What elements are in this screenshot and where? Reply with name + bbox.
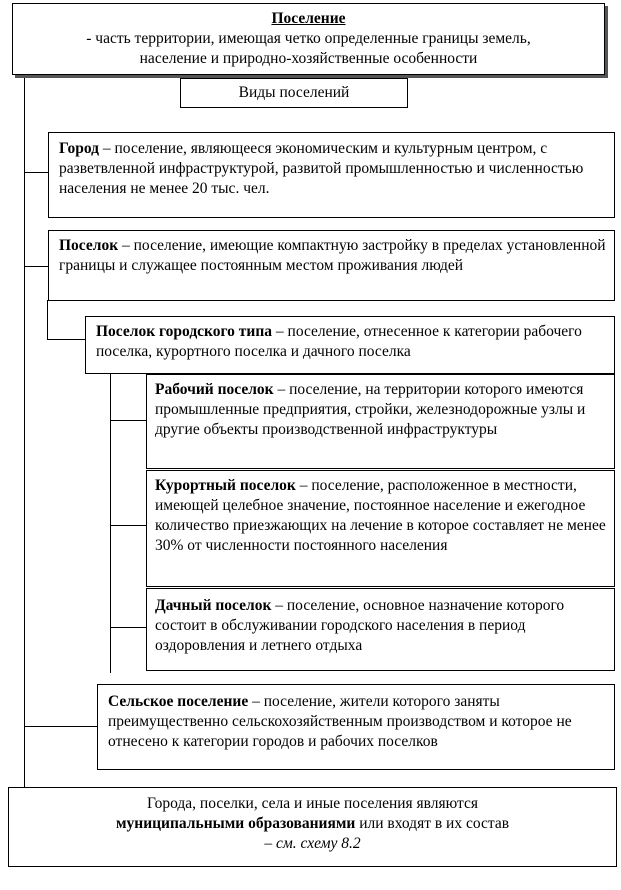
settlement-title: Поселение	[271, 10, 346, 27]
municipal-note-line2	[9, 814, 616, 834]
municipal-bold: муниципальными образованиями	[115, 815, 356, 832]
worker-settlement-box	[146, 374, 615, 469]
resort-definition: – поселение, расположенное в местности, имеющей целебное значение, постоянное население и ежегодное количество приезжающих на лечение в которое составляет не менее 30% от численности постоянного населения	[155, 477, 606, 554]
urban-type-box	[85, 316, 615, 374]
municipal-rest: или входят в их состав	[355, 815, 510, 832]
main-trunk-line	[24, 75, 25, 787]
settlement-definition-line1: - часть территории, имеющая четко определенные границы земель,	[86, 30, 531, 47]
connector-settlement	[24, 266, 48, 267]
settlement-types-label: Виды поселений	[180, 78, 408, 108]
municipal-note-box	[8, 787, 617, 867]
city-box	[48, 132, 615, 218]
connector-rural	[24, 726, 97, 727]
city-term: Город	[59, 140, 100, 157]
connector-dacha	[110, 627, 146, 628]
resort-settlement-box	[146, 470, 615, 587]
dacha-settlement-box	[146, 588, 615, 671]
rural-definition: – поселение, жители которого заняты преимущественно сельскохозяйственным производством и которое не отнесено к категории городов и рабочих поселков	[108, 693, 572, 750]
urban-type-definition: – поселение, отнесенное к категории рабочего поселка, курортного поселка и дачного поселка	[96, 323, 582, 360]
settlement-box	[48, 230, 615, 301]
settlement-definition-box	[12, 3, 605, 75]
city-definition: – поселение, являющееся экономическим и культурным центром, с разветвленной инфраструктурой, развитой промышленностью и численностью населения не менее 20 тыс. чел.	[59, 140, 584, 197]
connector-urban-type	[47, 339, 85, 340]
resort-term: Курортный поселок	[155, 477, 296, 494]
dacha-term: Дачный поселок	[155, 597, 272, 614]
connector-city	[24, 172, 48, 173]
worker-term: Рабочий поселок	[155, 381, 274, 398]
settlement-term: Поселок	[59, 237, 119, 254]
rural-settlement-box	[97, 684, 615, 770]
connector-resort	[110, 525, 146, 526]
municipal-note-line1: Города, поселки, села и иные поселения являются	[146, 795, 479, 812]
connector-worker	[110, 420, 146, 421]
dacha-definition: – поселение, основное назначение которого состоит в обслуживании городского населения в период оздоровления и летнего отдыха	[155, 597, 565, 654]
urban-type-term: Поселок городского типа	[96, 323, 273, 340]
rural-term: Сельское поселение	[108, 693, 249, 710]
worker-definition: – поселение, на территории которого имеются промышленные предприятия, стройки, железнодорожные узлы и другие объекты производственной инфраструктуры	[155, 381, 586, 438]
settlement-definition-line2: население и природно-хозяйственные особенности	[139, 50, 478, 67]
settlement-branch-line	[47, 300, 48, 340]
settlement-type-definition: – поселение, имеющие компактную застройку в пределах установленной границы и служащее постоянным местом проживания людей	[59, 237, 606, 274]
scheme-reference: – см. схему 8.2	[264, 835, 361, 852]
urban-type-branch-line	[110, 373, 111, 673]
